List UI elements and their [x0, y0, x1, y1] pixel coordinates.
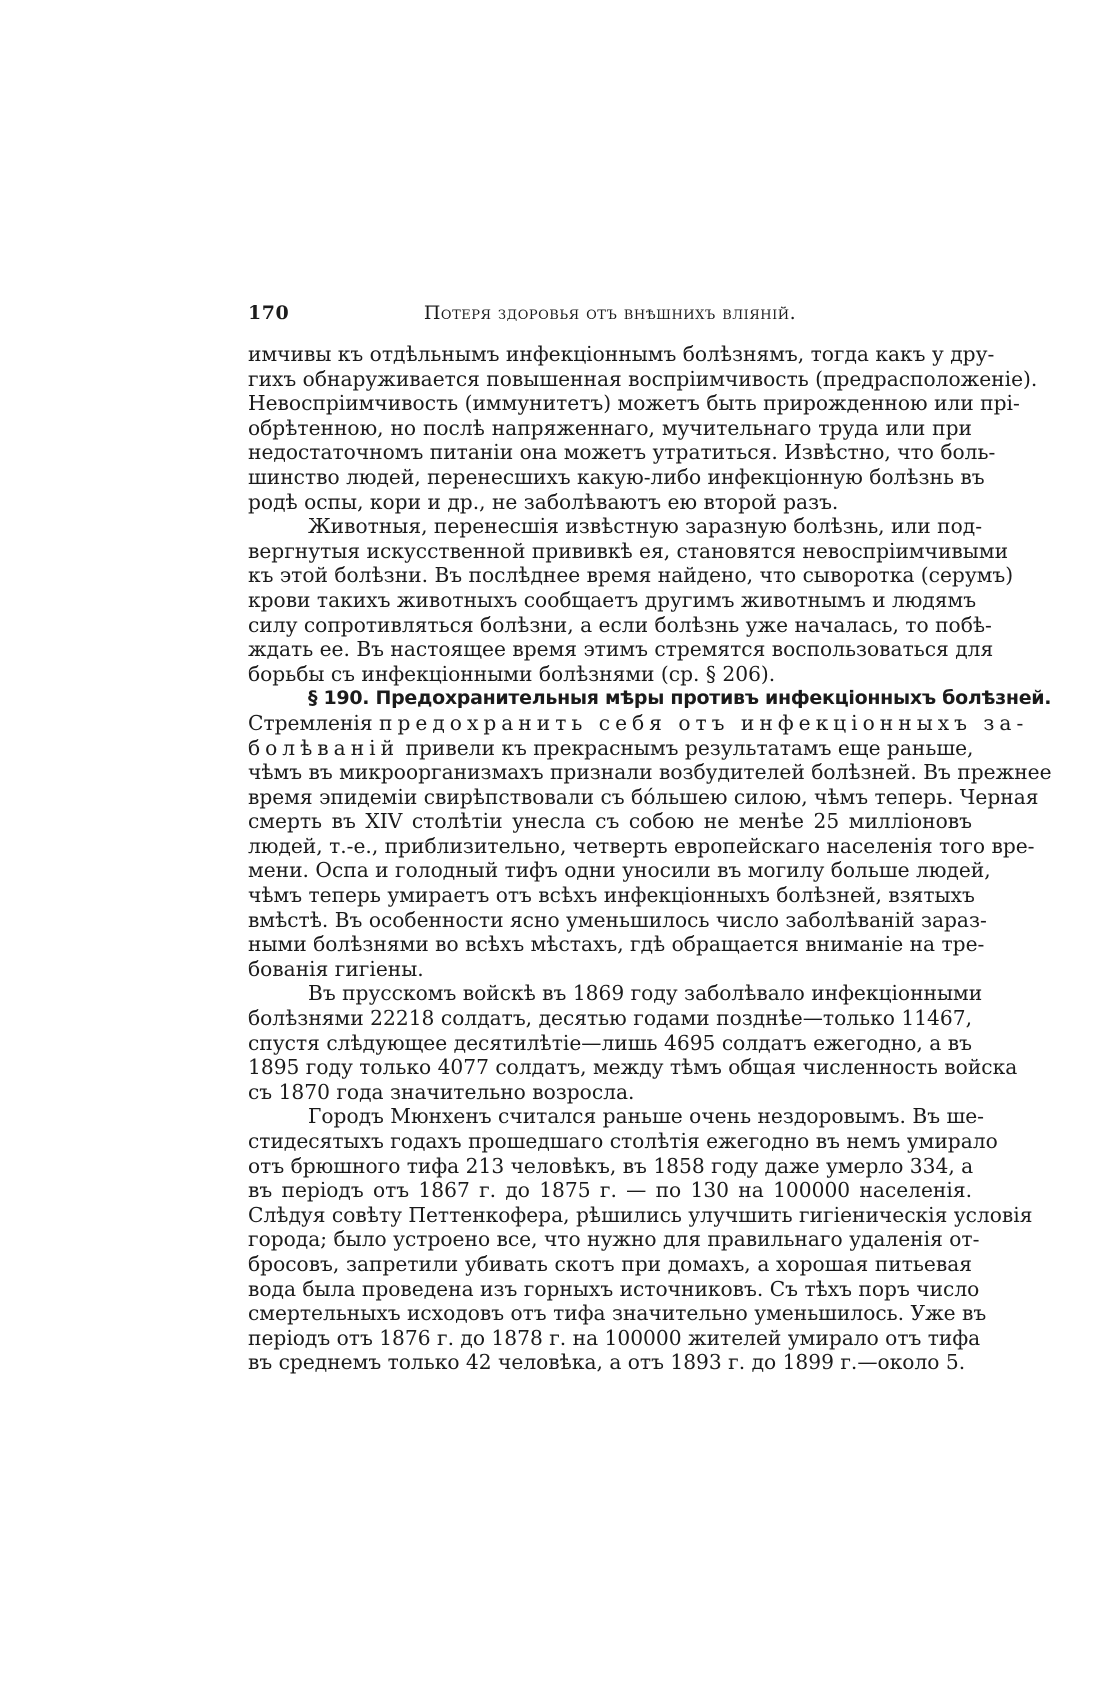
text-line: крови такихъ животныхъ сообщаетъ другимъ животнымъ и людямъ — [248, 587, 977, 612]
text-line: смертельныхъ исходовъ отъ тифа значительно уменьшилось. Уже въ — [248, 1301, 987, 1326]
section-heading — [248, 686, 1052, 711]
paragraph — [248, 514, 1014, 686]
text-line: въ среднемъ только 42 человѣка, а отъ 1893 г. до 1899 г.—около 5. — [248, 1350, 966, 1375]
paragraph — [248, 342, 1038, 514]
section-paragraph — [248, 686, 1052, 981]
text-line: обрѣтенною, но послѣ напряженнаго, мучительнаго труда или при — [248, 415, 972, 440]
emphasized-text: предохранить себя отъ инфекціонныхъ за- — [379, 710, 1029, 735]
text-line: родѣ оспы, кори и др., не заболѣваютъ ею второй разъ. — [248, 489, 839, 514]
text-line: силу сопротивляться болѣзни, а если болѣзнь уже началась, то побѣ- — [248, 612, 992, 637]
emphasized-text: болѣваній — [248, 735, 400, 760]
running-head — [248, 302, 972, 342]
text-line: время эпидеміи свирѣпствовали съ бо́льшею силою, чѣмъ теперь. Черная — [248, 784, 1039, 809]
text-column — [248, 302, 1052, 1375]
text-line: къ этой болѣзни. Въ послѣднее время найдено, что сыворотка (серумъ) — [248, 563, 1014, 588]
text-line: города; было устроено все, что нужно для правильнаго удаленія от- — [248, 1227, 980, 1252]
text-line: Слѣдуя совѣту Петтенкофера, рѣшились улучшить гигіеническія условія — [248, 1202, 1033, 1227]
text-line — [248, 736, 972, 761]
text-line: Въ прусскомъ войскѣ въ 1869 году заболѣвало инфекціонными — [308, 981, 983, 1006]
text-line: мени. Оспа и голодный тифъ одни уносили въ могилу больше людей, — [248, 858, 991, 883]
text-line: съ 1870 года значительно возросла. — [248, 1079, 635, 1104]
text-line: недостаточномъ питаніи она можетъ утратиться. Извѣстно, что боль- — [248, 440, 996, 465]
text-line: періодъ отъ 1876 г. до 1878 г. на 100000 жителей умирало отъ тифа — [248, 1325, 981, 1350]
text-line: ждать ее. Въ настоящее время этимъ стремятся воспользоваться для — [248, 637, 994, 662]
text-line: Городъ Мюнхенъ считался раньше очень нездоровымъ. Въ ше- — [308, 1104, 984, 1129]
text-line: вмѣстѣ. Въ особенности ясно уменьшилось число заболѣваній зараз- — [248, 907, 987, 932]
paragraph — [248, 1104, 1033, 1375]
running-title: Потеря здоровья отъ внѣшнихъ вліяній. — [423, 302, 797, 324]
text-line: Животныя, перенесшія извѣстную заразную болѣзнь, или под- — [308, 514, 983, 539]
text-line: вергнутыя искусственной прививкѣ ея, становятся невоспріимчивыми — [248, 538, 1009, 563]
section-number: § 190. — [308, 687, 370, 710]
text-line: ными болѣзнями во всѣхъ мѣстахъ, гдѣ обращается вниманіе на тре- — [248, 932, 985, 957]
text-line: борьбы съ инфекціонными болѣзнями (ср. § 206). — [248, 661, 776, 686]
text-line: стидесятыхъ годахъ прошедшаго столѣтія ежегодно въ немъ умирало — [248, 1129, 998, 1153]
text-line: болѣзнями 22218 солдатъ, десятью годами позднѣе—только 11467, — [248, 1006, 972, 1031]
paragraph — [248, 981, 1018, 1104]
text-line: 1895 году только 4077 солдатъ, между тѣмъ общая численность войска — [248, 1055, 1018, 1080]
text-line: чѣмъ теперь умираетъ отъ всѣхъ инфекціонныхъ болѣзней, взятыхъ — [248, 883, 975, 908]
text-line: бованія гигіены. — [248, 956, 424, 981]
text-line: вода была проведена изъ горныхъ источниковъ. Съ тѣхъ поръ число — [248, 1276, 980, 1301]
text-line: гихъ обнаруживается повышенная воспріимчивость (предрасположеніе). — [248, 366, 1038, 391]
section-title: Предохранительныя мѣры противъ инфекціонныхъ болѣзней. — [375, 687, 1052, 710]
text-fragment: Стремленія — [248, 710, 373, 735]
text-line — [248, 710, 1029, 736]
text-line: Невоспріимчивость (иммунитетъ) можетъ быть прирожденною или пpi- — [248, 391, 1020, 416]
text-line: въ періодъ отъ 1867 г. до 1875 г. — по 130 на 100000 населенія. — [248, 1178, 972, 1203]
text-line: спустя слѣдующее десятилѣтіе—лишь 4695 солдатъ ежегодно, а въ — [248, 1030, 972, 1055]
body-text — [248, 342, 1052, 1375]
page-number: 170 — [248, 302, 290, 324]
text-line: чѣмъ въ микроорганизмахъ признали возбудителей болѣзней. Въ прежнее — [248, 760, 1052, 785]
text-line: отъ брюшного тифа 213 человѣкъ, въ 1858 году даже умерло 334, а — [248, 1153, 974, 1178]
text-line: шинство людей, перенесшихъ какую-либо инфекціонную болѣзнь въ — [248, 464, 985, 489]
text-fragment: привели къ прекраснымъ результатамъ еще раньше, — [405, 735, 974, 760]
text-line: бросовъ, запретили убивать скотъ при домахъ, а хорошая питьевая — [248, 1251, 972, 1276]
text-line: людей, т.-е., приблизительно, четверть европейскаго населенія того вре- — [248, 833, 1035, 858]
text-line: смерть въ XIV столѣтіи унесла съ собою не менѣе 25 милліоновъ — [248, 809, 972, 834]
text-line: имчивы къ отдѣльнымъ инфекціоннымъ болѣзнямъ, тогда какъ у дру- — [248, 342, 995, 366]
